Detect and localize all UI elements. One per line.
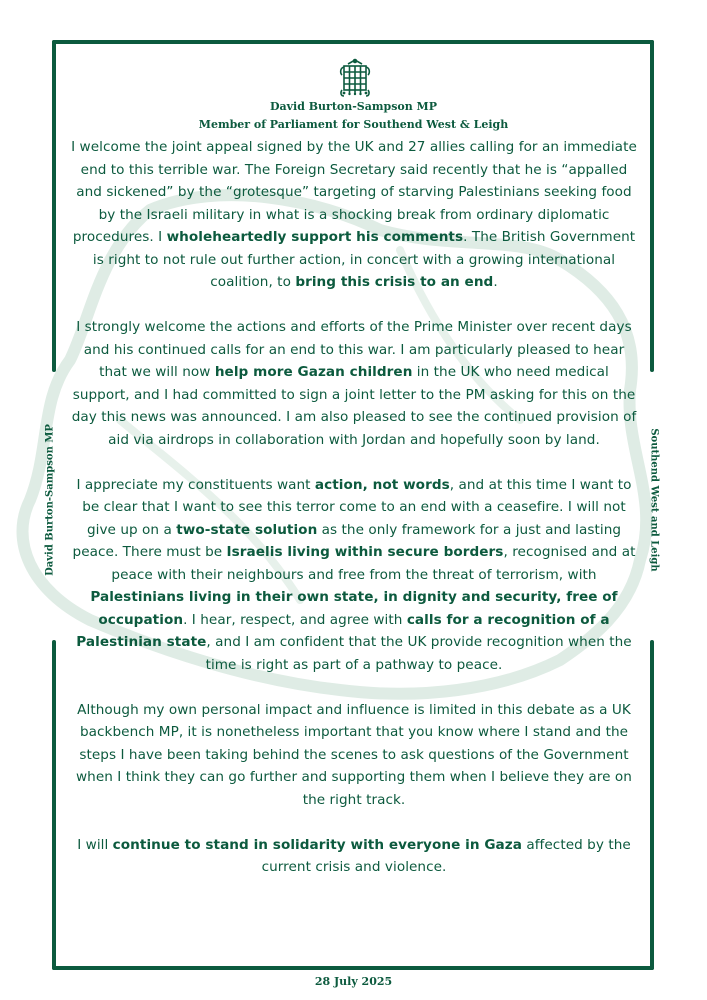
letter-paragraph <box>70 474 638 677</box>
paragraph-text: , and at this time I want to be clear that I want to see this terror come to an end with a ceasefire. I will not give up on a <box>82 476 632 538</box>
frame-right-upper <box>650 40 654 372</box>
paragraph-text: I appreciate my constituents want <box>76 476 315 493</box>
paragraph-text: . <box>493 274 498 290</box>
paragraph-text: , recognised and at peace with their neighbours and free from the threat of terrorism, with <box>111 544 636 583</box>
letter-date: 28 July 2025 <box>314 975 393 988</box>
mp-role: Member of Parliament for Southend West & Leigh <box>198 118 509 131</box>
paragraph-text: . The British Government is right to not rule out further action, in concert with a growing international coalition, to <box>92 229 636 290</box>
emphasis-text: bring this crisis to an end <box>295 274 494 290</box>
letter-paragraph <box>70 699 638 812</box>
frame-right-lower <box>650 640 654 970</box>
paragraph-text: Although my own personal impact and influence is limited in this debate as a UK backbench MP, it is nonetheless important that you know where I stand and the steps I have been taking behind the scenes to ask questions of the Government when I think they can go further and supporting them when I believe they are on the right track. <box>76 701 632 808</box>
emphasis-text: two-state solution <box>176 521 318 538</box>
side-label-right: Southend West and Leigh <box>648 428 660 572</box>
letter-paragraph <box>70 136 638 294</box>
frame-left-upper <box>52 40 56 372</box>
emphasis-text: continue to stand in solidarity with everyone in Gaza <box>112 836 522 853</box>
paragraph-text: I will <box>77 836 113 853</box>
frame-left-lower <box>52 640 56 970</box>
letter-paragraph <box>70 834 638 879</box>
emphasis-text: wholeheartedly support his comments <box>166 229 464 245</box>
paragraph-text: I welcome the joint appeal signed by the UK and 27 allies calling for an immediate end to this terrible war. The Foreign Secretary said recently that he is “appalled and sickened” by the “grotesque” targeting of starving Palestinians seeking food by the Israeli military in what is a shocking break from ordinary diplomatic procedures. I <box>71 139 637 245</box>
portcullis-icon <box>338 58 372 98</box>
frame-top <box>52 40 654 44</box>
emphasis-text: help more Gazan children <box>214 364 413 380</box>
emphasis-text: calls for a recognition of a Palestinian state <box>76 611 610 650</box>
emphasis-text: action, not words <box>314 476 450 493</box>
paragraph-text: as the only framework for a just and lasting peace. There must be <box>72 521 622 560</box>
frame-bottom <box>52 966 654 970</box>
mp-name: David Burton-Sampson MP <box>269 100 438 113</box>
emphasis-text: Israelis living within secure borders <box>226 544 504 560</box>
letter-body <box>70 136 638 901</box>
side-label-left: David Burton-Sampson MP <box>44 424 56 576</box>
paragraph-text: . I hear, respect, and agree with <box>183 611 407 628</box>
paragraph-text: in the UK who need medical support, and I had committed to sign a joint letter to the PM asking for this on the day this news was announced. I am also pleased to see the continued provision of aid via airdrops in collaboration with Jordan and hopefully soon by land. <box>71 364 637 448</box>
emphasis-text: Palestinians living in their own state, in dignity and security, free of occupation <box>90 589 618 628</box>
paragraph-text: , and I am confident that the UK provide recognition when the time is right as part of a pathway to peace. <box>205 634 632 673</box>
letter-paragraph <box>70 316 638 451</box>
paragraph-text: affected by the current crisis and violence. <box>261 836 631 875</box>
paragraph-text: I strongly welcome the actions and efforts of the Prime Minister over recent days and his continued calls for an end to this war. I am particularly pleased to hear that we will now <box>76 319 632 380</box>
